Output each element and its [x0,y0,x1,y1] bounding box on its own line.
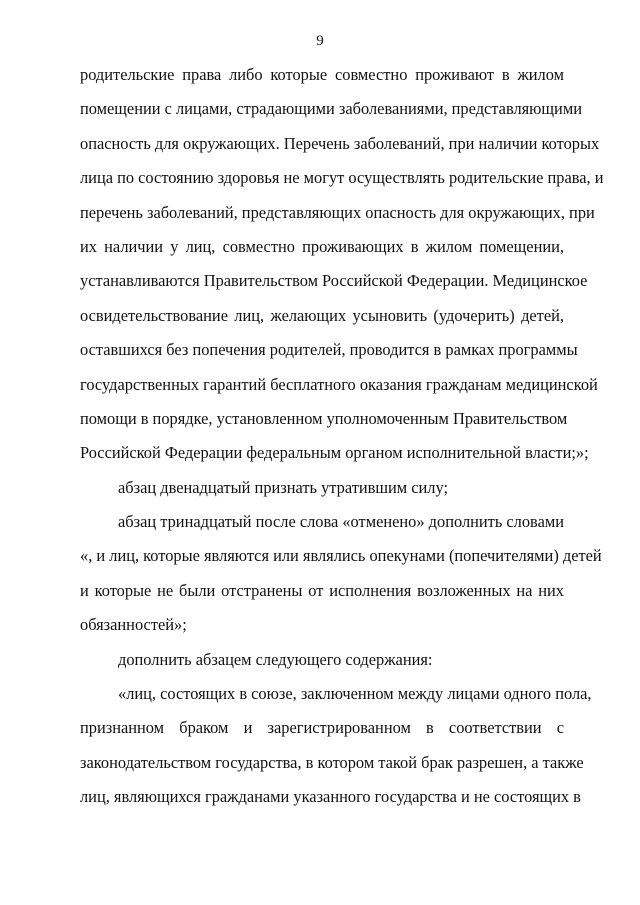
text-line: «, и лиц, которые являются или являлись опекунами (попечителями) детей [80,546,602,566]
document-body [80,58,604,815]
text-line: опасность для окружающих. Перечень заболеваний, при наличии которых [80,133,600,153]
paragraph-line: абзац тринадцатый после слова «отменено» дополнить словами [118,512,564,532]
text-line: перечень заболеваний, представляющих опасность для окружающих, при [80,202,595,222]
paragraph-line: абзац двенадцатый признать утратившим силу; [118,477,449,497]
text-line: оставшихся без попечения родителей, проводится в рамках программы [80,340,578,360]
text-line: и которые не были отстранены от исполнения возложенных на них [80,580,564,600]
text-line: лиц, являющихся гражданами указанного государства и не состоящих в [80,787,581,807]
text-line: государственных гарантий бесплатного оказания гражданам медицинской [80,374,598,394]
text-line: признанном браком и зарегистрированном в соответствии с [80,718,564,738]
text-line: помещении с лицами, страдающими заболеваниями, представляющими [80,99,582,119]
paragraph-line: «лиц, состоящих в союзе, заключенном между лицами одного пола, [118,684,592,704]
page-number: 9 [316,33,324,49]
text-line: помощи в порядке, установленном уполномоченным Правительством [80,408,568,428]
text-line: лица по состоянию здоровья не могут осуществлять родительские права, и [80,168,604,188]
text-line: освидетельствование лиц, желающих усыновить (удочерить) детей, [80,305,564,325]
text-line: устанавливаются Правительством Российской Федерации. Медицинское [80,271,588,291]
text-line: Российской Федерации федеральным органом исполнительной власти;»; [80,443,589,463]
text-line: законодательством государства, в котором такой брак разрешен, а также [80,752,584,772]
text-line: родительские права либо которые совместно проживают в жилом [80,65,564,84]
text-line: обязанностей»; [80,615,187,635]
text-line: их наличии у лиц, совместно проживающих в жилом помещении, [80,236,564,256]
paragraph-line: дополнить абзацем следующего содержания: [118,649,433,669]
